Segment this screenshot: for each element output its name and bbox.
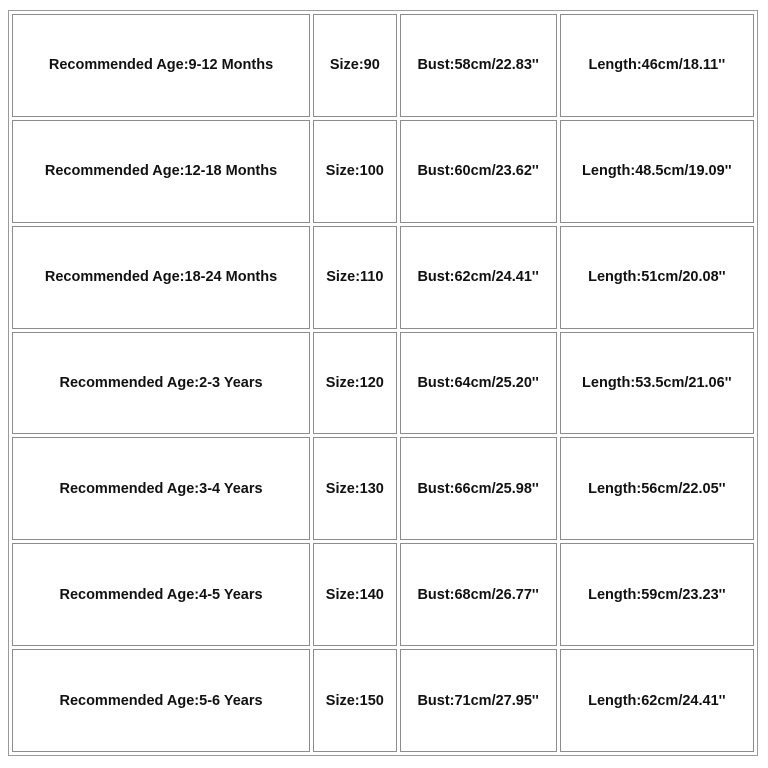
table-row xyxy=(12,14,754,117)
bust-cell: Bust:58cm/22.83'' xyxy=(400,14,557,117)
size-cell: Size:130 xyxy=(313,437,397,540)
length-cell: Length:62cm/24.41'' xyxy=(560,649,754,752)
size-cell: Size:140 xyxy=(313,543,397,646)
size-cell: Size:120 xyxy=(313,332,397,435)
table-row xyxy=(12,332,754,435)
bust-cell: Bust:60cm/23.62'' xyxy=(400,120,557,223)
table-row xyxy=(12,226,754,329)
length-cell: Length:46cm/18.11'' xyxy=(560,14,754,117)
size-chart-table xyxy=(8,10,758,756)
age-cell: Recommended Age:9-12 Months xyxy=(12,14,310,117)
size-cell: Size:100 xyxy=(313,120,397,223)
length-cell: Length:53.5cm/21.06'' xyxy=(560,332,754,435)
bust-cell: Bust:64cm/25.20'' xyxy=(400,332,557,435)
bust-cell: Bust:68cm/26.77'' xyxy=(400,543,557,646)
length-cell: Length:59cm/23.23'' xyxy=(560,543,754,646)
age-cell: Recommended Age:5-6 Years xyxy=(12,649,310,752)
age-cell: Recommended Age:12-18 Months xyxy=(12,120,310,223)
age-cell: Recommended Age:2-3 Years xyxy=(12,332,310,435)
table-row xyxy=(12,120,754,223)
length-cell: Length:56cm/22.05'' xyxy=(560,437,754,540)
bust-cell: Bust:71cm/27.95'' xyxy=(400,649,557,752)
length-cell: Length:48.5cm/19.09'' xyxy=(560,120,754,223)
size-cell: Size:150 xyxy=(313,649,397,752)
bust-cell: Bust:66cm/25.98'' xyxy=(400,437,557,540)
size-cell: Size:90 xyxy=(313,14,397,117)
table-row xyxy=(12,543,754,646)
table-row xyxy=(12,437,754,540)
size-cell: Size:110 xyxy=(313,226,397,329)
length-cell: Length:51cm/20.08'' xyxy=(560,226,754,329)
table-row xyxy=(12,649,754,752)
bust-cell: Bust:62cm/24.41'' xyxy=(400,226,557,329)
age-cell: Recommended Age:4-5 Years xyxy=(12,543,310,646)
age-cell: Recommended Age:18-24 Months xyxy=(12,226,310,329)
age-cell: Recommended Age:3-4 Years xyxy=(12,437,310,540)
